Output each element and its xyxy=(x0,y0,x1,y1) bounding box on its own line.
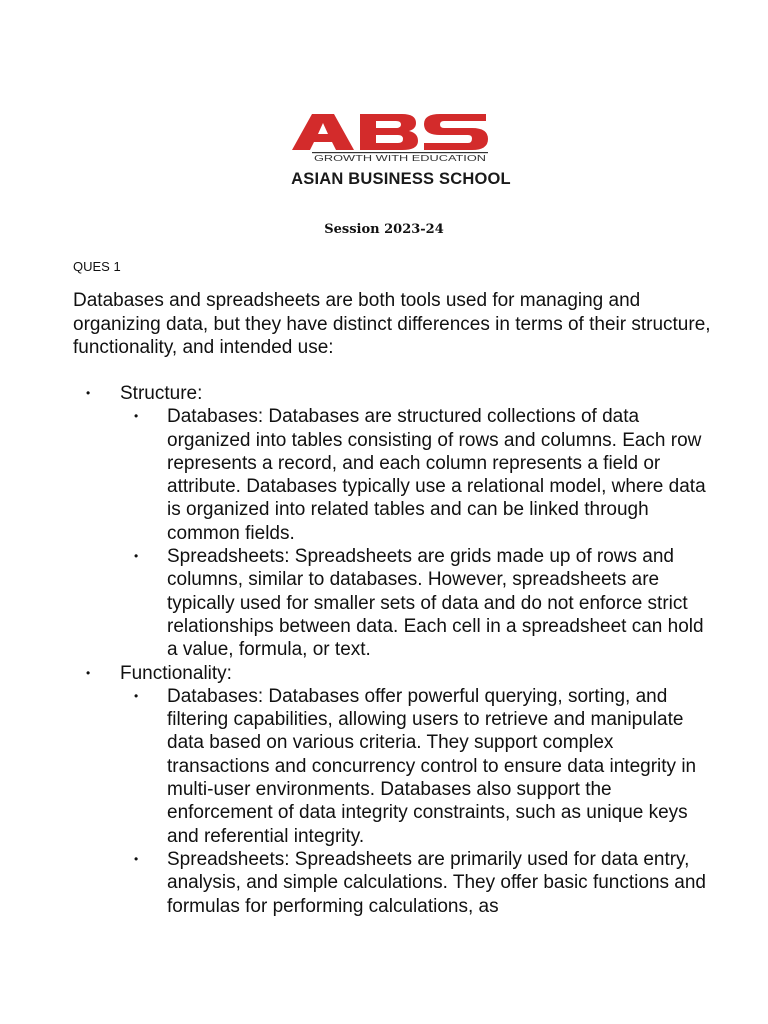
sub-list-item xyxy=(120,848,713,918)
section-heading: Structure: xyxy=(120,383,203,404)
bullet-icon: • xyxy=(134,549,139,564)
session-label: Session 2023-24 xyxy=(324,222,444,237)
bullet-icon: • xyxy=(134,409,139,424)
intro-paragraph: Databases and spreadsheets are both tools used for managing and organizing data, but they have distinct differences in terms of their structure, functionality, and intended use: xyxy=(73,290,711,358)
comparison-list xyxy=(73,382,713,918)
sub-list-item xyxy=(120,685,713,848)
list-item-structure xyxy=(73,382,713,405)
sub-item-text: Databases: Databases offer powerful querying, sorting, and filtering capabilities, allowing users to retrieve and manipulate data based on various criteria. They support complex transactions and concurrency control to ensure data integrity in multi-user environments. Databases also support the enforcement of data integrity constraints, such as unique keys and referential integrity. xyxy=(167,685,697,847)
question-label: QUES 1 xyxy=(73,259,121,274)
abs-logo-mark xyxy=(268,112,534,168)
logo-tagline: GROWTH WITH EDUCATION xyxy=(314,153,486,163)
sub-list-item xyxy=(120,545,713,661)
sub-list-item xyxy=(120,405,713,545)
bullet-icon: • xyxy=(134,688,139,703)
school-name: ASIAN BUSINESS SCHOOL xyxy=(291,170,511,188)
bullet-icon: • xyxy=(86,665,91,680)
bullet-icon: • xyxy=(134,851,139,866)
sub-item-text: Spreadsheets: Spreadsheets are grids made up of rows and columns, similar to databases. However, spreadsheets are typically used for smaller sets of data and do not enforce strict relationships between data. Each cell in a spreadsheet can hold a value, formula, or text. xyxy=(167,546,704,661)
list-item-functionality xyxy=(73,662,713,685)
sub-item-text: Spreadsheets: Spreadsheets are primarily used for data entry, analysis, and simple calculations. They offer basic functions and formulas for performing calculations, as xyxy=(167,848,706,917)
abs-logo xyxy=(268,112,534,192)
section-heading: Functionality: xyxy=(120,662,232,684)
bullet-icon: • xyxy=(86,386,91,400)
sub-item-text: Databases: Databases are structured collections of data organized into tables consisting of rows and columns. Each row represents a record, and each column represents a field or attribute. Databases typically use a relational model, where data is organized into related tables and can be linked through common fields. xyxy=(167,406,706,544)
